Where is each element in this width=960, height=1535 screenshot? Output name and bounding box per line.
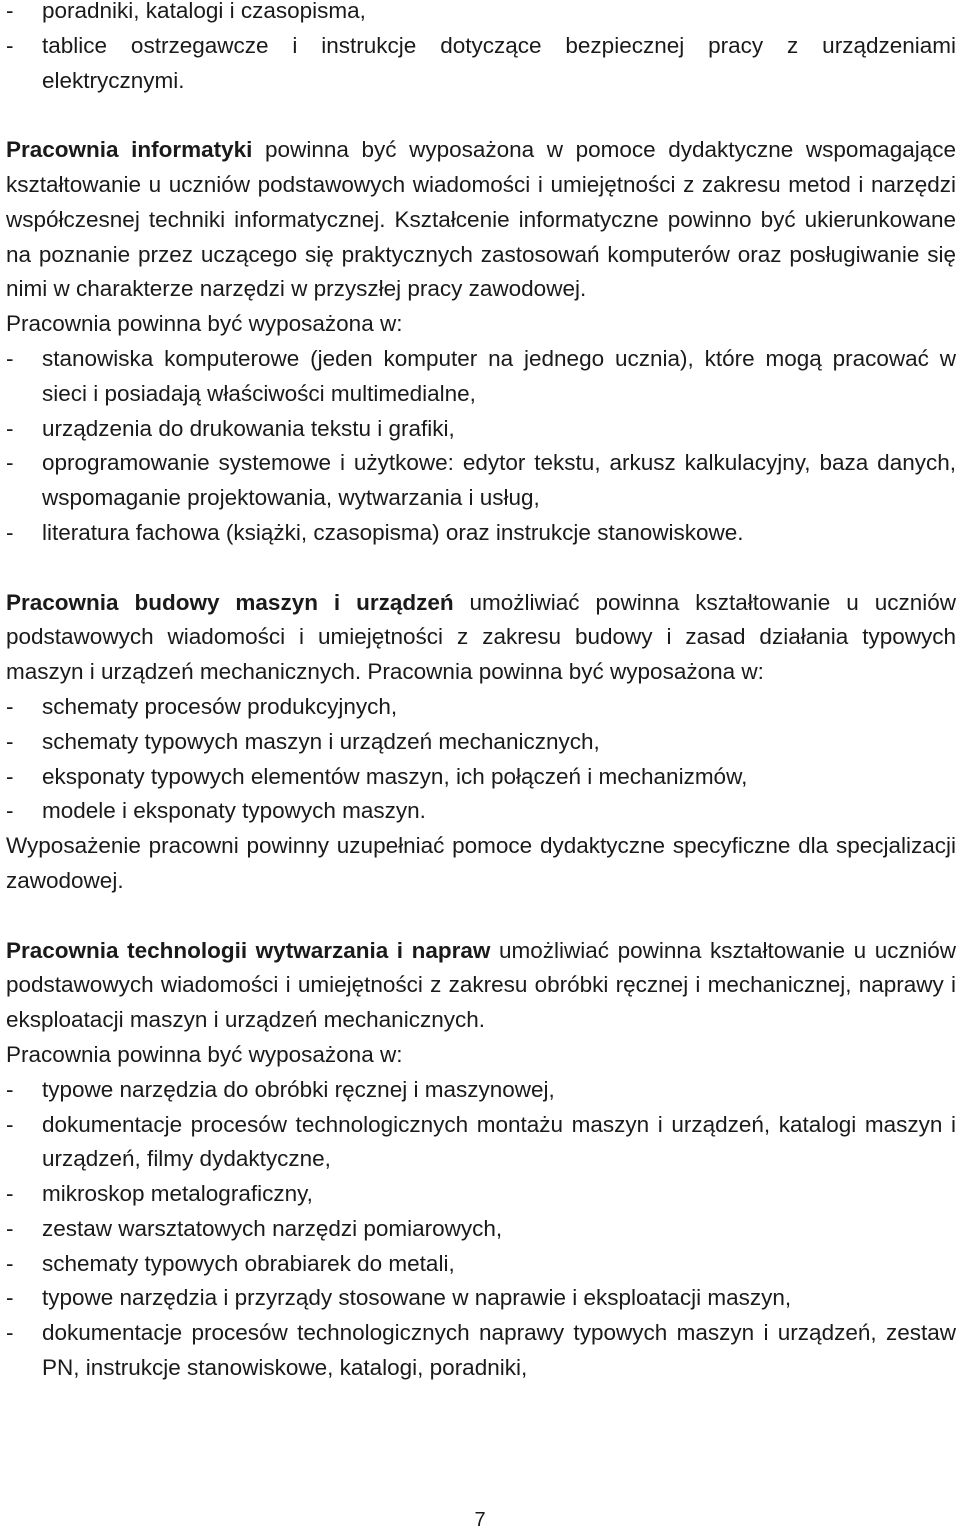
list-dash: - (6, 415, 14, 441)
informatyka-text: powinna być wyposażona w pomoce dydaktyczne wspomagające kształtowanie u uczniów podstawowych wiadomości i umiejętności z zakresu metod i narzędzi współczesnej techniki informatycznej. Kształcenie informatyczne powinno być ukierunkowane na poznanie przez uczącego się praktycznych zastosowań komputerów oraz posługiwanie się nimi w charakterze narzędzi w przyszłej pracy zawodowej. (6, 137, 956, 302)
informatyka-list (6, 342, 956, 551)
list-item (6, 1177, 956, 1212)
list-dash: - (6, 763, 14, 789)
budowa-heading: Pracownia budowy maszyn i urządzeń (6, 589, 454, 615)
list-item-text: eksponaty typowych elementów maszyn, ich połączeń i mechanizmów, (42, 763, 748, 789)
list-item-text: stanowiska komputerowe (jeden komputer na jednego ucznia), które mogą pracować w sieci i posiadają właściwości multimedialne, (42, 345, 956, 406)
list-item (6, 29, 956, 99)
budowa-paragraph (6, 586, 956, 690)
list-item-text: dokumentacje procesów technologicznych naprawy typowych maszyn i urządzeń, zestaw PN, instrukcje stanowiskowe, katalogi, poradniki, (42, 1320, 956, 1381)
technologia-heading: Pracownia technologii wytwarzania i napraw (6, 937, 491, 963)
page-number: 7 (474, 1509, 486, 1531)
intro-list (6, 0, 956, 98)
list-item (6, 446, 956, 516)
list-dash: - (6, 32, 14, 58)
list-item-text: tablice ostrzegawcze i instrukcje dotyczące bezpiecznej pracy z urządzeniami elektrycznymi. (42, 32, 956, 93)
list-item-text: literatura fachowa (książki, czasopisma) oraz instrukcje stanowiskowe. (42, 519, 744, 545)
list-dash: - (6, 1076, 14, 1102)
list-item-text: schematy typowych maszyn i urządzeń mechanicznych, (42, 728, 600, 754)
list-dash: - (6, 1111, 14, 1137)
list-dash: - (6, 728, 14, 754)
list-dash: - (6, 1250, 14, 1276)
list-item-text: zestaw warsztatowych narzędzi pomiarowych, (42, 1215, 503, 1241)
section-gap (6, 899, 956, 934)
list-dash: - (6, 450, 14, 476)
list-item (6, 1316, 956, 1386)
list-dash: - (6, 519, 14, 545)
informatyka-heading: Pracownia informatyki (6, 137, 253, 163)
list-item-text: typowe narzędzia do obróbki ręcznej i maszynowej, (42, 1076, 555, 1102)
list-item (6, 1281, 956, 1316)
list-item (6, 0, 956, 29)
budowa-list (6, 690, 956, 829)
list-item-text: mikroskop metalograficzny, (42, 1181, 313, 1207)
list-item (6, 1247, 956, 1282)
section-gap (6, 551, 956, 586)
technologia-list (6, 1073, 956, 1386)
section-gap (6, 98, 956, 133)
list-item-text: oprogramowanie systemowe i użytkowe: edytor tekstu, arkusz kalkulacyjny, baza danych, wspomaganie projektowania, wytwarzania i usług, (42, 450, 956, 511)
list-dash: - (6, 1215, 14, 1241)
list-item (6, 690, 956, 725)
list-item-text: modele i eksponaty typowych maszyn. (42, 798, 426, 824)
list-item (6, 342, 956, 412)
list-dash: - (6, 798, 14, 824)
list-item (6, 794, 956, 829)
list-item-text: urządzenia do drukowania tekstu i grafiki, (42, 415, 455, 441)
list-item-text: poradniki, katalogi i czasopisma, (42, 0, 366, 23)
informatyka-equipment-intro: Pracownia powinna być wyposażona w: (6, 311, 403, 337)
list-dash: - (6, 1181, 14, 1207)
list-dash: - (6, 1285, 14, 1311)
list-item-text: dokumentacje procesów technologicznych montażu maszyn i urządzeń, katalogi maszyn i urządzeń, filmy dydaktyczne, (42, 1111, 956, 1172)
list-dash: - (6, 345, 14, 371)
list-item (6, 1073, 956, 1108)
list-item-text: schematy typowych obrabiarek do metali, (42, 1250, 455, 1276)
list-item (6, 412, 956, 447)
list-item-text: typowe narzędzia i przyrządy stosowane w naprawie i eksploatacji maszyn, (42, 1285, 792, 1311)
technologia-equipment-intro: Pracownia powinna być wyposażona w: (6, 1041, 403, 1067)
technologia-paragraph (6, 934, 956, 1038)
list-dash: - (6, 0, 14, 23)
list-dash: - (6, 1320, 14, 1346)
informatyka-paragraph (6, 133, 956, 307)
document-page (6, 0, 956, 1386)
list-dash: - (6, 693, 14, 719)
list-item (6, 516, 956, 551)
list-item (6, 760, 956, 795)
list-item (6, 1212, 956, 1247)
budowa-text: umożliwiać powinna kształtowanie u uczniów podstawowych wiadomości i umiejętności z zakresu budowy i zasad działania typowych maszyn i urządzeń mechanicznych. Pracownia powinna być wyposażona w: (6, 589, 956, 685)
list-item (6, 1108, 956, 1178)
list-item-text: schematy procesów produkcyjnych, (42, 693, 398, 719)
list-item (6, 725, 956, 760)
technologia-text: umożliwiać powinna kształtowanie u uczniów podstawowych wiadomości i umiejętności z zakresu obróbki ręcznej i mechanicznej, naprawy i eksploatacji maszyn i urządzeń mechanicznych. (6, 937, 957, 1033)
budowa-closing: Wyposażenie pracowni powinny uzupełniać pomoce dydaktyczne specyficzne dla specjalizacji zawodowej. (6, 833, 956, 893)
